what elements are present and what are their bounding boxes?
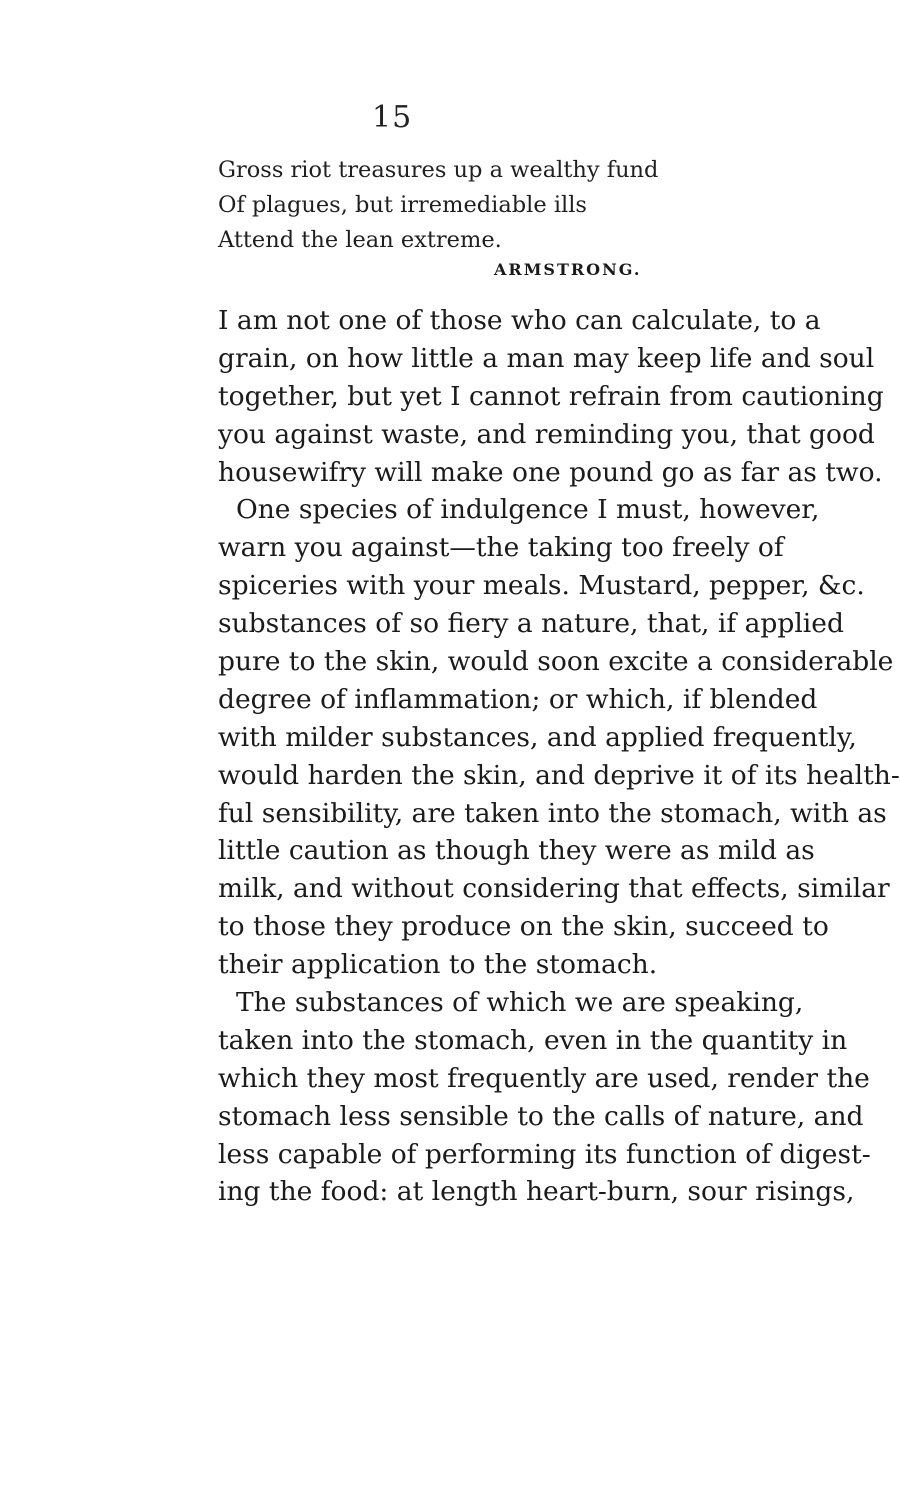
text-line: would harden the skin, and deprive it of its health- xyxy=(218,759,900,791)
text-line: degree of inflammation; or which, if blended xyxy=(218,683,818,715)
text-line: I am not one of those who can calculate, to a xyxy=(218,305,821,336)
text-line: substances of so fiery a nature, that, if applied xyxy=(218,608,844,640)
text-line: taken into the stomach, even in the quantity in xyxy=(218,1024,848,1056)
text-line: housewifry will make one pound go as far as two. xyxy=(218,456,883,488)
text-line: The substances of which we are speaking, xyxy=(236,987,804,1019)
body-text xyxy=(218,302,900,1211)
text-line: less capable of performing its function of digest- xyxy=(218,1138,871,1170)
text-line: which they most frequently are used, render the xyxy=(218,1062,870,1094)
text-line: stomach less sensible to the calls of nature, and xyxy=(218,1100,864,1132)
text-line: grain, on how little a man may keep life and soul xyxy=(218,342,875,374)
text-line: you against waste, and reminding you, that good xyxy=(218,418,875,450)
text-line: pure to the skin, would soon excite a considerable xyxy=(218,646,894,678)
epigraph-line: Of plagues, but irremediable ills xyxy=(218,192,587,218)
text-line: spiceries with your meals. Mustard, pepper, &c. xyxy=(218,570,865,602)
text-line: One species of indulgence I must, however, xyxy=(236,494,820,526)
text-line: little caution as though they were as mild as xyxy=(218,835,815,867)
epigraph-attribution: ARMSTRONG. xyxy=(494,260,642,279)
text-line: together, but yet I cannot refrain from cautioning xyxy=(218,380,884,412)
text-line: warn you against—the taking too freely of xyxy=(218,532,784,564)
text-line: their application to the stomach. xyxy=(218,949,658,981)
text-line: with milder substances, and applied frequently, xyxy=(218,721,857,753)
page-number: 15 xyxy=(372,100,413,135)
text-line: ful sensibility, are taken into the stomach, with as xyxy=(218,797,887,829)
text-line: to those they produce on the skin, succeed to xyxy=(218,911,829,943)
epigraph-line: Attend the lean extreme. xyxy=(218,227,502,253)
text-line: milk, and without considering that effects, similar xyxy=(218,873,890,905)
epigraph xyxy=(218,152,698,257)
text-line: ing the food: at length heart-burn, sour risings, xyxy=(218,1176,855,1208)
epigraph-line: Gross riot treasures up a wealthy fund xyxy=(218,157,659,183)
